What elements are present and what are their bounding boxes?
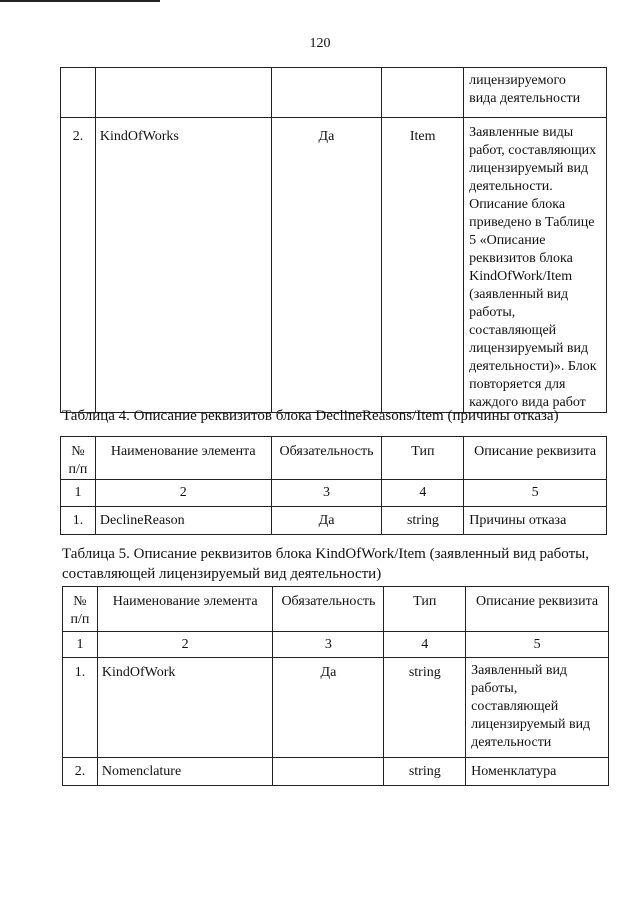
header-num: № п/п	[63, 587, 98, 632]
header-required: Обязательность	[271, 437, 382, 480]
cell-type	[382, 68, 464, 118]
cell-element: KindOfWorks	[95, 118, 271, 413]
cell-description: Заявленный вид работы, составляющей лицензируемый вид деятельности	[466, 658, 609, 758]
cell-required: Да	[271, 118, 382, 413]
cell-type: string	[384, 758, 466, 786]
table-row	[63, 658, 609, 758]
cell-required	[271, 68, 382, 118]
cell-element: DeclineReason	[95, 507, 271, 535]
col-number: 4	[384, 632, 466, 658]
col-number: 2	[95, 480, 271, 507]
table-4	[60, 436, 607, 535]
table-row	[61, 507, 607, 535]
cell-element	[95, 68, 271, 118]
header-element: Наименование элемента	[95, 437, 271, 480]
cell-description: Номенклатура	[466, 758, 609, 786]
table-header-row	[61, 437, 607, 480]
cell-type: string	[382, 507, 464, 535]
table-header-row	[63, 587, 609, 632]
page-number: 120	[309, 36, 331, 51]
header-num: № п/п	[61, 437, 96, 480]
cell-required: Да	[273, 658, 384, 758]
column-number-row	[63, 632, 609, 658]
col-number: 1	[63, 632, 98, 658]
cell-element: Nomenclature	[97, 758, 273, 786]
col-number: 4	[382, 480, 464, 507]
cell-num: 2.	[61, 118, 96, 413]
col-number: 2	[97, 632, 273, 658]
col-number: 1	[61, 480, 96, 507]
cell-type: string	[384, 658, 466, 758]
cell-required: Да	[271, 507, 382, 535]
column-number-row	[61, 480, 607, 507]
header-description: Описание реквизита	[464, 437, 607, 480]
header-type: Тип	[382, 437, 464, 480]
cell-num: 2.	[63, 758, 98, 786]
cell-description: лицензируемого вида деятельности	[464, 68, 607, 118]
cell-num: 1.	[61, 507, 96, 535]
cell-num	[61, 68, 96, 118]
table4-caption: Таблица 4. Описание реквизитов блока DeclineReasons/Item (причины отказа)	[62, 408, 559, 424]
col-number: 3	[273, 632, 384, 658]
cell-description: Заявленные виды работ, составляющих лицензируемый вид деятельности. Описание блока приведено в Таблице 5 «Описание реквизитов блока KindOfWork/Item (заявленный вид работы, составляющей лицензируемый вид деятельности)». Блок повторяется для каждого вида работ	[464, 118, 607, 413]
cell-num: 1.	[63, 658, 98, 758]
table-row	[63, 758, 609, 786]
table-5	[62, 586, 609, 786]
table-continued	[60, 67, 607, 413]
cell-type: Item	[382, 118, 464, 413]
header-description: Описание реквизита	[466, 587, 609, 632]
cell-element: KindOfWork	[97, 658, 273, 758]
cell-description: Причины отказа	[464, 507, 607, 535]
col-number: 5	[466, 632, 609, 658]
cell-required	[273, 758, 384, 786]
top-rule	[0, 0, 160, 2]
table-row	[61, 118, 607, 413]
table-row	[61, 68, 607, 118]
col-number: 5	[464, 480, 607, 507]
col-number: 3	[271, 480, 382, 507]
header-type: Тип	[384, 587, 466, 632]
header-element: Наименование элемента	[97, 587, 273, 632]
header-required: Обязательность	[273, 587, 384, 632]
table5-caption: Таблица 5. Описание реквизитов блока KindOfWork/Item (заявленный вид работы, составляющей лицензируемый вид деятельности)	[62, 546, 589, 582]
